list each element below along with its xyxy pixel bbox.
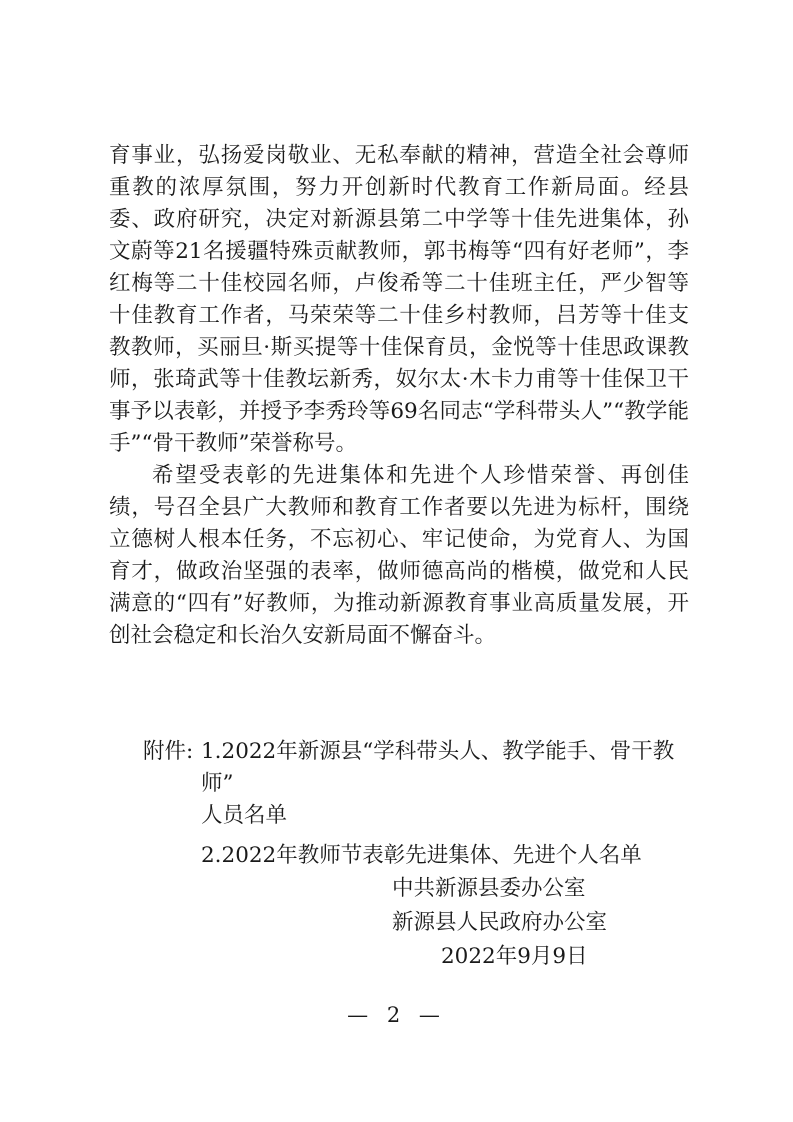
signature-date: 2022年9月9日 — [441, 944, 588, 969]
signature-block — [392, 872, 652, 974]
attachment-item-1-line2: 人员名单 — [201, 803, 288, 828]
page-number: — 2 — — [347, 1003, 446, 1027]
attachment-item-1-line1: 1.2022年新源县“学科带头人、教学能手、骨干教师” — [201, 739, 675, 796]
signature-org-party-committee: 中共新源县委办公室 — [392, 876, 586, 901]
attachments-label: 附件: — [143, 739, 194, 764]
attachment-item-2: 2.2022年教师节表彰先进集体、先进个人名单 — [201, 843, 642, 868]
paragraph-call-to-action: 希望受表彰的先进集体和先进个人珍惜荣誉、再创佳绩，号召全县广大教师和教育工作者要以先进为标杆，围绕立德树人根本任务，不忘初心、牢记使命，为党育人、为国育才，做政治坚强的表率，做师德高尚的楷模，做党和人民满意的“四有”好教师，为推动新源教育事业高质量发展，开创社会稳定和长治久安新局面不懈奋斗。 — [109, 463, 689, 648]
signature-org-government: 新源县人民政府办公室 — [392, 910, 608, 935]
attachment-item-1-continued — [201, 800, 703, 832]
attachments-section — [143, 736, 703, 872]
attachment-item-1 — [201, 736, 703, 800]
paragraph-commendation: 育事业，弘扬爱岗敬业、无私奉献的精神，营造全社会尊师重教的浓厚氛围，努力开创新时代教育工作新局面。经县委、政府研究，决定对新源县第二中学等十佳先进集体，孙文蔚等21名援疆特殊贡献教师，郭书梅等“四有好老师”，李红梅等二十佳校园名师，卢俊希等二十佳班主任，严少智等十佳教育工作者，马荣荣等二十佳乡村教师，吕芳等十佳支教教师，买丽旦·斯买提等十佳保育员，金悦等十佳思政课教师，张琦武等十佳教坛新秀，奴尔太·木卡力甫等十佳保卫干事予以表彰，并授予李秀玲等69名同志“学科带头人”“教学能手”“骨干教师”荣誉称号。 — [109, 143, 689, 456]
body-text — [109, 140, 689, 652]
